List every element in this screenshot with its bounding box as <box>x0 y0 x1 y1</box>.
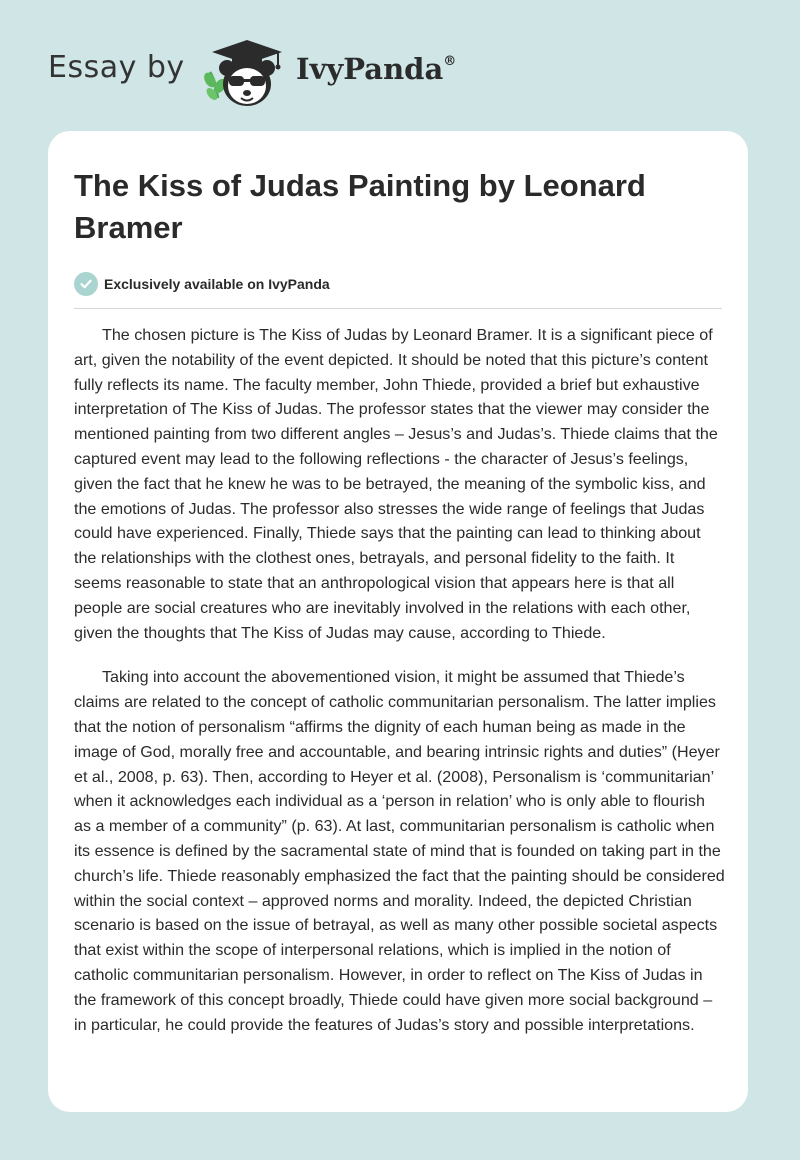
exclusive-badge <box>74 271 722 297</box>
page-title: The Kiss of Judas Painting by Leonard Bramer <box>74 168 646 245</box>
paragraph: Taking into account the abovementioned vision, it might be assumed that Thiede’s claims are related to the concept of catholic communitarian personalism. The latter implies that the notion of personalism “affirms the dignity of each human being as made in the image of God, morally free and accountable, and bearing intrinsic rights and duties” (Heyer et al., 2008, p. 63). Then, according to Heyer et al. (2008), Personalism is ‘communitarian’ when it acknowledges each individual as a ‘person in relation’ who is only able to flourish as a member of a community” (p. 63). At last, communitarian personalism is catholic when its essence is defined by the sacramental state of mind that is founded on taking part in the church’s life. Thiede reasonably emphasized the fact that the painting should be considered within the social context – approved norms and morality. Indeed, the depicted Christian scenario is based on the issue of betrayal, as well as many other possible societal aspects that exist within the scope of interpersonal relations, which is implied in the notion of catholic communitarian personalism. However, in order to reflect on The Kiss of Judas in the framework of this concept broadly, Thiede could have given more social background – in particular, he could provide the features of Judas’s story and possible interpretations. <box>74 668 725 1034</box>
badge-label: Exclusively available on IvyPanda <box>104 276 330 292</box>
registered-mark: ® <box>443 54 457 69</box>
essay-by-label: Essay by <box>48 50 185 85</box>
panda-graduate-icon[interactable] <box>200 34 292 110</box>
paragraph: The chosen picture is The Kiss of Judas by Leonard Bramer. It is a significant piece of art, given the notability of the event depicted. It should be noted that this picture’s content fully reflects its name. The faculty member, John Thiede, provided a brief but exhaustive interpretation of The Kiss of Judas. The professor states that the viewer may consider the mentioned painting from two different angles – Jesus’s and Judas’s. Thiede claims that the captured event may lead to the following reflections - the character of Jesus’s feelings, given the fact that he knew he was to be betrayed, the meaning of the symbolic kiss, and the emotions of Judas. The professor also stresses the wide range of feelings that Judas could have experienced. Finally, Thiede says that the painting can lead to thinking about the relationships with the clothest ones, betrayals, and personal fidelity to the faith. It seems reasonable to state that an anthropological vision that appears here is that all people are social creatures who are inevitably involved in the relations with each other, given the thoughts that The Kiss of Judas may cause, according to Thiede. <box>74 326 718 642</box>
divider <box>74 308 722 309</box>
brand-name[interactable] <box>296 52 456 86</box>
check-circle-icon <box>74 272 98 296</box>
essay-card <box>48 131 748 1112</box>
site-header <box>0 0 800 130</box>
essay-body <box>74 323 726 1037</box>
brand-text: IvyPanda <box>296 52 444 86</box>
